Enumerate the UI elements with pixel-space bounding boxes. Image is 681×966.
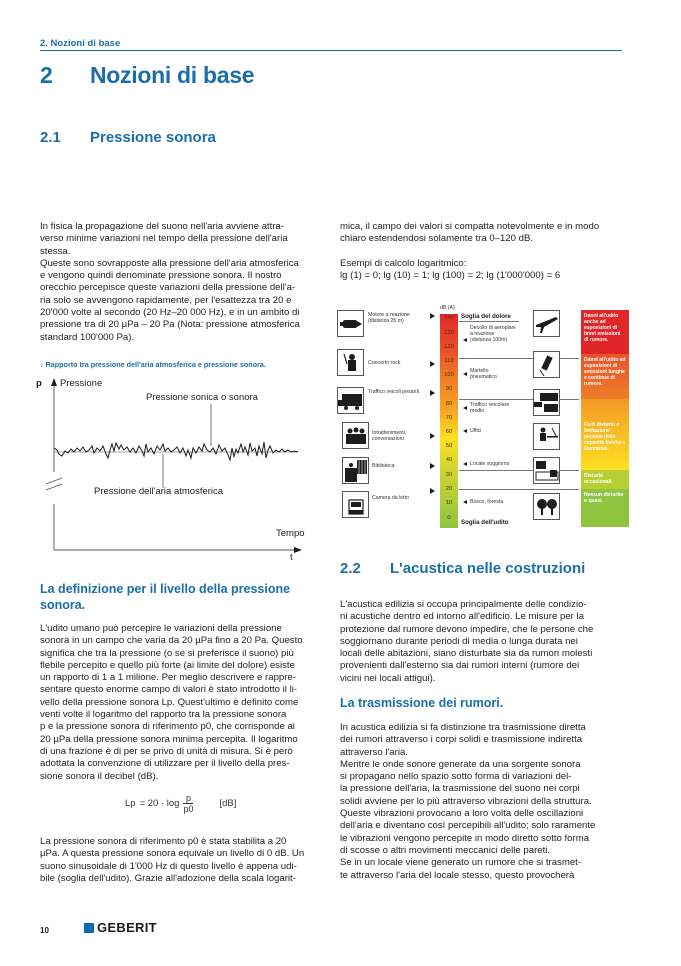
- reference-label: Bosco, foresta: [470, 499, 504, 505]
- decibel-scale-chart: [337, 305, 631, 530]
- arrow-right-icon: [430, 390, 435, 396]
- source-label: Motore a reazione (distanza 25 m): [368, 312, 410, 325]
- sound-level-formula: [125, 793, 236, 814]
- text-line: di una frazione è di per se privo di unità di misura. Si è però: [40, 745, 293, 757]
- arrow-left-icon: [463, 372, 467, 376]
- arrow-right-icon: [430, 361, 435, 367]
- text-line: si propagano nello spazio sotto forma di variazioni del-: [340, 771, 572, 783]
- db-unit-label: dB (A): [440, 305, 455, 311]
- text-line: In fisica la propagazione del suono nell'aria avviene attra-: [40, 221, 284, 232]
- airplane-icon: [533, 310, 560, 337]
- intro-paragraph: [40, 221, 320, 344]
- formula-numerator: p: [185, 793, 191, 803]
- geberit-logo: [84, 920, 157, 935]
- axis-pressure-label: Pressione: [60, 378, 103, 389]
- scale-tick: 0: [447, 515, 451, 521]
- text-line: soggiornano durante periodi di media o lunga durata nei: [340, 635, 578, 647]
- text-line: adottata la convenzione di utilizzare per il livello della pres-: [40, 758, 290, 770]
- brand-name: GEBERIT: [97, 920, 157, 935]
- source-label: Intrattenimenti, conversazioni: [372, 430, 407, 443]
- text-line: la pressione dell'aria, la trasmissione del suono nei corpi: [340, 783, 580, 795]
- scale-tick: 130: [444, 330, 454, 336]
- scale-tick: 40: [445, 457, 453, 463]
- text-line: La pressione sonora di riferimento p0 è stata stabilita a 20: [40, 836, 287, 847]
- source-label: Concerto rock: [368, 360, 401, 366]
- text-line: pressione tra di 20 µPa – 20 Pa (Nota: pressione atmosferica: [40, 319, 300, 331]
- effect-zone: Nessun disturbo o quasi.: [581, 489, 629, 527]
- text-line: stessa.: [40, 245, 71, 257]
- arrow-right-icon: [430, 433, 435, 439]
- traffic-icon: [533, 389, 560, 416]
- office-worker-icon: [533, 423, 560, 450]
- arrow-right-icon: [430, 488, 435, 494]
- source-label: Biblioteca: [372, 463, 395, 469]
- forest-icon: [533, 493, 560, 520]
- text-line: L'udito umano può percepire le variazioni della pressione: [40, 623, 282, 634]
- divider: [459, 489, 579, 490]
- text-line: le vibrazioni vengono percepite in modo diretto sotto forma: [340, 832, 590, 844]
- page-number: 10: [40, 926, 49, 935]
- transmission-paragraph: [340, 722, 635, 882]
- reference-label: Traffico veicolare medio: [470, 402, 510, 415]
- text-line: venti volte il logaritmo del rapporto tra la pressione sonora: [40, 709, 287, 721]
- effect-zone-label: Forti disturbi o limitazione parziale delle capacità fisiche e lavorative.: [584, 422, 626, 452]
- text-line: Queste sono sovrapposte alla pressione dell'aria atmosferica: [40, 257, 299, 269]
- reference-label: Martello pneumatico: [470, 368, 497, 381]
- arrow-left-icon: [463, 462, 467, 466]
- scale-tick: 140: [444, 315, 454, 321]
- chapter-title-text: Nozioni di base: [90, 62, 255, 88]
- effect-zone: Danni all'udito ad esposizioni di emissioni lunghe e continue di rumore.: [581, 354, 629, 399]
- divider: [459, 358, 579, 359]
- text-line: 20'000 volte al secondo (20 Hz–20 000 Hz), e in un ambito di: [40, 307, 300, 319]
- text-line: ni acustiche dentro ed intorno all'edificio. Le misure per la: [340, 611, 584, 623]
- spacer: [340, 246, 630, 258]
- text-line: verso minime variazioni nel tempo della pressione dell'aria: [40, 233, 288, 245]
- conversation-icon: [342, 422, 369, 449]
- source-label: Traffico veicoli pesanti: [368, 389, 420, 395]
- text-line: Queste vibrazioni provocano a loro volta delle oscillazioni: [340, 808, 584, 820]
- heavy-traffic-icon: [337, 387, 364, 414]
- running-head: 2. Nozioni di base: [40, 38, 121, 49]
- effect-zone: Disturbi occasionali.: [581, 470, 629, 489]
- text-line: te attraverso l'aria del locale stesso, questo provocherà: [340, 869, 575, 881]
- section-2-2-heading: [340, 560, 585, 577]
- text-line: sonora in un campo che varia da 20 µPa fino a 20 Pa. Questo: [40, 635, 303, 647]
- text-line: vicini nei locali attigui).: [340, 672, 436, 684]
- section-2-1-heading: [40, 129, 216, 146]
- reference-label: Uffici: [470, 428, 482, 434]
- sonic-pressure-label: Pressione sonica o sonora: [146, 392, 258, 403]
- effect-zone: Danni all'udito anche ad esposizioni di brevi emissioni di rumore.: [581, 310, 629, 354]
- text-line: In acustica edilizia si fa distinzione tra trasmissione diretta: [340, 722, 586, 733]
- text-line: solidi avviene per lo più attraverso vibrazioni della struttura.: [340, 795, 592, 807]
- text-line: 20 µPa della pressione sonora minima percepita. Il logaritmo: [40, 733, 298, 745]
- transmission-heading: La trasmissione dei rumori.: [340, 696, 504, 710]
- reference-label: Decollo di aeroplani a reazione (distanza 100m): [470, 325, 516, 344]
- arrow-left-icon: [463, 338, 467, 342]
- arrow-right-icon: [430, 463, 435, 469]
- arrow-left-icon: [463, 406, 467, 410]
- text-line: p e la pressione sonora di riferimento p0, che corrisponde ai: [40, 721, 295, 733]
- definition-paragraph: [40, 623, 325, 783]
- examples-title: Esempi di calcolo logaritmico:: [340, 257, 467, 269]
- scale-tick: 80: [445, 401, 453, 407]
- text-line: flebile percepito e quello più forte (ai limite del dolore) esiste: [40, 659, 295, 671]
- text-line: ria solo se avvengono rapidamente, per l'esattezza tra 20 e: [40, 294, 292, 306]
- section-title: L'acustica nelle costruzioni: [390, 560, 586, 577]
- chapter-number: 2: [40, 62, 53, 88]
- scale-tick: 10: [445, 500, 453, 506]
- scale-tick: 90: [445, 386, 453, 392]
- section-number: 2.1: [40, 129, 61, 146]
- rock-concert-icon: [337, 349, 364, 376]
- living-room-icon: [533, 457, 560, 484]
- hearing-threshold-label: Soglia dell'udito: [461, 519, 509, 526]
- chapter-title: [40, 62, 254, 89]
- atmospheric-pressure-label: Pressione dell'aria atmosferica: [94, 486, 224, 497]
- figure-caption: ↓ Rapporto tra pressione dell'aria atmosferica e pressione sonora.: [40, 360, 266, 369]
- scale-tick: 100: [444, 372, 454, 378]
- pain-threshold-label: Soglia del dolore: [461, 313, 511, 320]
- jet-engine-icon: [337, 310, 364, 337]
- effect-zone: [581, 399, 629, 470]
- text-line: dei rumori attraverso i corpi solidi e trasmissione indiretta: [340, 734, 583, 746]
- divider: [459, 470, 579, 471]
- arrow-left-icon: [463, 500, 467, 504]
- text-line: vello della pressione sonora Lp. Quest'ultimo è definito come: [40, 696, 299, 708]
- source-label: Camera da letto: [372, 495, 409, 501]
- text-line: provenienti dall'esterno sia dai rumori interni (rumore dei: [340, 660, 580, 672]
- section-number: 2.2: [340, 560, 361, 577]
- time-label: Tempo: [276, 528, 305, 539]
- text-line: dell'aria e diventano così percepibili all'udito; solo raramente: [340, 820, 596, 832]
- examples-text: lg (1) = 0; lg (10) = 1; lg (100) = 2; lg (1'000'000) = 6: [340, 269, 561, 281]
- definition-heading: La definizione per il livello della pressione sonora.: [40, 582, 291, 612]
- text-line: orecchio percepisce queste variazioni della pressione dell'a-: [40, 282, 296, 294]
- text-line: di scosse o altri movimenti meccanici delle pareti.: [340, 844, 551, 856]
- scale-tick: 60: [445, 429, 453, 435]
- continued-paragraph: [340, 221, 630, 282]
- acoustics-paragraph: [340, 599, 630, 685]
- scale-tick: 20: [445, 486, 453, 492]
- text-line: standard 100'000 Pa).: [40, 331, 135, 343]
- formula-eq: = 20 · log: [139, 798, 180, 809]
- text-line: chiaro estendendosi solamente tra 0–120 dB.: [340, 233, 534, 245]
- text-line: suono sinusoidale di 1'000 Hz di questo livello è appena udi-: [40, 860, 297, 872]
- text-line: L'acustica edilizia si occupa principalmente delle condizio-: [340, 599, 587, 610]
- axis-p-label: p: [36, 378, 42, 389]
- text-line: bile (soglia dell'udito). Grazie all'adozione della scala logarit-: [40, 872, 296, 884]
- section-title: Pressione sonora: [90, 129, 216, 146]
- logo-square-icon: [84, 923, 94, 933]
- text-line: µPa. A questa pressione sonora equivale un livello di 0 dB. Un: [40, 848, 305, 860]
- bedroom-icon: [342, 491, 369, 518]
- reference-label: Locale soggiorno: [470, 461, 510, 467]
- db-gradient-scale: [440, 314, 458, 528]
- scale-tick: 50: [445, 443, 453, 449]
- library-icon: [342, 457, 369, 484]
- text-line: Mentre le onde sonore generate da una sorgente sonora: [340, 758, 581, 770]
- formula-unit: [dB]: [219, 798, 237, 809]
- text-line: un rapporto di 1 a 1 milione. Per meglio descrivere e rappre-: [40, 672, 296, 684]
- text-line: e vengono quindi denominate pressione sonora. Il nostro: [40, 270, 282, 282]
- text-line: significa che tra la pressione (o se si preferisce il suono) più: [40, 647, 294, 659]
- pressure-diagram: [36, 372, 306, 567]
- formula-lhs: Lp: [125, 798, 136, 809]
- formula-denominator: p0: [183, 804, 194, 814]
- jackhammer-icon: [533, 351, 560, 378]
- arrow-left-icon: [463, 429, 467, 433]
- text-line: mica, il campo dei valori si compatta notevolmente e in modo: [340, 221, 600, 232]
- scale-tick: 110: [444, 358, 454, 364]
- formula-fraction: [183, 793, 193, 814]
- scale-tick: 70: [445, 415, 453, 421]
- arrow-right-icon: [430, 313, 435, 319]
- axis-t-label: t: [290, 552, 293, 563]
- text-line: sentare questo enorme campo di valori è stato introdotto il li-: [40, 684, 298, 696]
- divider: [459, 321, 519, 322]
- scale-tick: 30: [445, 472, 453, 478]
- scale-tick: 120: [444, 344, 454, 350]
- text-line: attraverso l'aria.: [340, 746, 408, 758]
- text-line: Se in un locale viene generato un rumore che si trasmet-: [340, 857, 582, 869]
- reference-paragraph: [40, 836, 325, 885]
- text-line: protezione dal rumore devono impedire, che le persone che: [340, 623, 594, 635]
- text-line: sione sonora il decibel (dB).: [40, 770, 159, 782]
- divider: [459, 399, 579, 400]
- text-line: locali delle abitazioni, siano disturbate sia da rumori molesti: [340, 648, 593, 660]
- header-rule: [40, 50, 622, 51]
